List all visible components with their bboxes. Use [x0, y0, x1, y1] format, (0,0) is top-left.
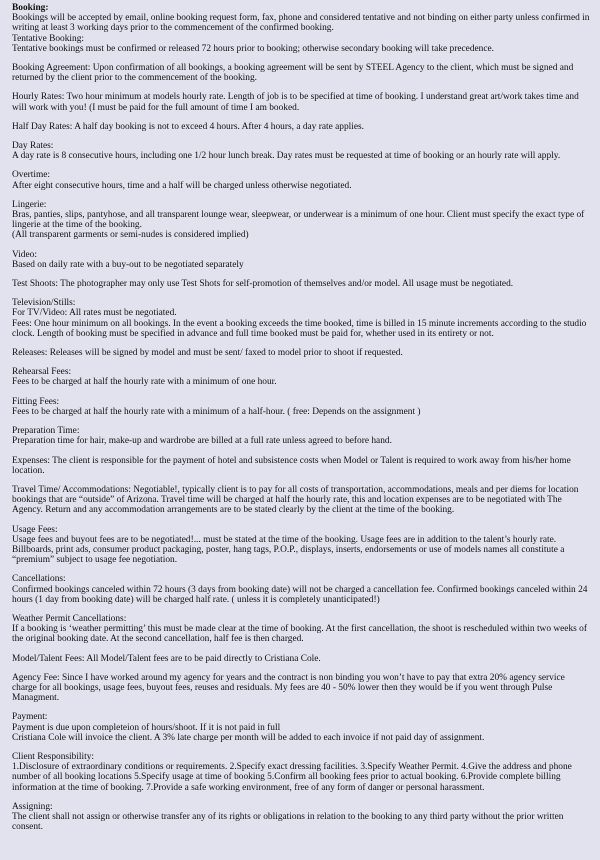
- terms-section: [12, 367, 590, 387]
- section-heading: Cancellations:: [12, 574, 66, 585]
- section-text: Tentative bookings must be confirmed or released 72 hours prior to booking; otherwise secondary booking will take precedence.: [12, 43, 495, 54]
- section-heading: Weather Permit Cancellations:: [12, 613, 127, 624]
- terms-section: [12, 122, 590, 132]
- terms-section: [12, 3, 590, 34]
- terms-section: [12, 92, 590, 112]
- section-heading: Rehearsal Fees:: [12, 367, 72, 378]
- section-text: After eight consecutive hours, time and a half will be charged unless otherwise negotiated.: [12, 180, 352, 191]
- section-heading: Television/Stills:: [12, 298, 76, 309]
- section-text: Bookings will be accepted by email, online booking request form, fax, phone and considered tentative and not binding on either party unless confirmed in writing at least 3 working days prior to the commencement of the confirmed booking.: [12, 13, 590, 34]
- terms-section: [12, 200, 590, 241]
- section-heading: Payment:: [12, 712, 48, 723]
- section-text: Fees: One hour minimum on all bookings. In the event a booking exceeds the time booked, time is billed in 15 minute increments according to the studio clock. Length of booking must be specified in advance and full time booked must be paid for, whether used in its entirety or not.: [12, 318, 587, 339]
- section-text: Payment is due upon completeion of hours/shoot. If it is not paid in full: [12, 722, 281, 733]
- terms-section: [12, 279, 590, 289]
- terms-section: [12, 712, 590, 743]
- section-heading: Video:: [12, 249, 37, 260]
- section-heading: Fitting Fees:: [12, 396, 60, 407]
- terms-section: [12, 426, 590, 446]
- section-text: Releases: Releases will be signed by model and must be sent/ faxed to model prior to shoot if requested.: [12, 348, 403, 359]
- section-text: Test Shoots: The photographer may only use Test Shots for self-promotion of themselves and/or model. All usage must be negotiated.: [12, 279, 514, 290]
- section-text: Expenses: The client is responsible for the payment of hotel and subsistence costs when Model or Talent is required to work away from his/her home location.: [12, 455, 571, 476]
- section-heading: Client Responsibility:: [12, 751, 95, 762]
- section-text: Model/Talent Fees: All Model/Talent fees are to be paid directly to Cristiana Cole.: [12, 653, 321, 664]
- section-text: Hourly Rates: Two hour minimum at models hourly rate. Length of job is to be specified at time of booking. I understand great art/work takes time and will work with you! (I must be paid for the full amount of time I am booked.: [12, 92, 579, 113]
- section-text: (All transparent garments or semi-nudes is considered implied): [12, 230, 249, 241]
- section-text: The client shall not assign or otherwise transfer any of its rights or obligations in relation to the booking to any third party without the prior written consent.: [12, 811, 564, 833]
- terms-section: [12, 348, 590, 358]
- section-text: A day rate is 8 consecutive hours, including one 1/2 hour lunch break. Day rates must be requested at time of booking or an hourly rate will apply.: [12, 151, 561, 162]
- terms-section: [12, 802, 590, 833]
- terms-section: [12, 456, 590, 476]
- section-text: Half Day Rates: A half day booking is not to exceed 4 hours. After 4 hours, a day rate applies.: [12, 121, 364, 132]
- terms-section: [12, 34, 590, 54]
- section-heading: Day Rates:: [12, 141, 54, 152]
- section-text: 1.Disclosure of extraordinary conditions or requirements. 2.Specify exact dressing facilities. 3.Specify Weather Permit. 4.Give the address and phone number of all booking locations 5.Specify usage at time of booking 5.Confirm all booking fees prior to actual booking. 6.Provide complete billing information at the time of booking. 7.Provide a safe working environment, free of any form of danger or personal harassment.: [12, 762, 572, 793]
- section-text: Based on daily rate with a buy-out to be negotiated separately: [12, 259, 244, 270]
- section-text: For TV/Video: All rates must be negotiated.: [12, 308, 177, 319]
- section-text: Fees to be charged at half the hourly rate with a minimum of one hour.: [12, 377, 277, 388]
- terms-section: [12, 614, 590, 645]
- section-text: Preparation time for hair, make-up and wardrobe are billed at a full rate unless agreed to before hand.: [12, 436, 392, 447]
- section-heading: Overtime:: [12, 170, 51, 181]
- section-heading: Preparation Time:: [12, 426, 80, 437]
- terms-section: [12, 63, 590, 83]
- terms-section: [12, 298, 590, 339]
- terms-section: [12, 397, 590, 417]
- section-heading: Usage Fees:: [12, 524, 58, 535]
- section-text: Usage fees and buyout fees are to be negotiated!... must be stated at the time of the booking. Usage fees are in addition to the talent’s hourly rate. Billboards, print ads, consumer product packaging, poster, hang tags, P.O.P., displays, inserts, endorsements or use of models names all constitute a “premium” subject to usage fee negotiation.: [12, 534, 565, 566]
- section-heading: Booking:: [12, 3, 49, 13]
- terms-section: [12, 654, 590, 664]
- section-text: Booking Agreement: Upon confirmation of all bookings, a booking agreement will be sent by STEEL Agency to the client, which must be signed and returned by the client prior to the commencement of the booking.: [12, 63, 574, 84]
- section-heading: Lingerie:: [12, 199, 47, 210]
- terms-section: [12, 673, 590, 704]
- section-text: Travel Time/ Accommodations: Negotiable!, typically client is to pay for all costs of transportation, accommodations, meals and per diems for location bookings that are “outside” of Arizona. Travel time will be charged at half the hourly rate, this and location expenses are to be negotiated with The Agency. Return and any accommodation arrangements are to be stated clearly by the client at the time of the booking.: [12, 484, 579, 516]
- terms-section: [12, 574, 590, 605]
- terms-section: [12, 250, 590, 270]
- section-text: If a booking is ‘weather permitting’ this must be made clear at the time of booking. At the first cancellation, the shoot is rescheduled within two weeks of the original booking date. At the second cancellation, half fee is then charged.: [12, 624, 587, 645]
- section-text: Fees to be charged at half the hourly rate with a minimum of a half-hour. ( free: Depends on the assignment ): [12, 406, 421, 417]
- terms-section: [12, 170, 590, 190]
- section-heading: Assigning:: [12, 801, 53, 812]
- terms-section: [12, 752, 590, 793]
- terms-section: [12, 525, 590, 566]
- section-heading: Tentative Booking:: [12, 33, 84, 44]
- section-text: Cristiana Cole will invoice the client. A 3% late charge per month will be added to each invoice if not paid day of assignment.: [12, 732, 485, 743]
- section-text: Agency Fee: Since I have worked around my agency for years and the contract is non binding you won’t have to pay that extra 20% agency service charge for all bookings, usage fees, buyout fees, reuses and residuals. My fees are 40 - 50% lower then they would be if you went through Pulse Managment.: [12, 672, 565, 704]
- section-text: Confirmed bookings canceled within 72 hours (3 days from booking date) will not be charged a cancellation fee. Confirmed bookings canceled within 24 hours (1 day from booking date) will be charged half rate. ( unless it is completely unanticipated!): [12, 584, 588, 605]
- terms-section: [12, 141, 590, 161]
- terms-section: [12, 485, 590, 516]
- section-text: Bras, panties, slips, pantyhose, and all transparent lounge wear, sleepwear, or underwear is a minimum of one hour. Client must specify the exact type of lingerie at the time of the booking.: [12, 210, 585, 231]
